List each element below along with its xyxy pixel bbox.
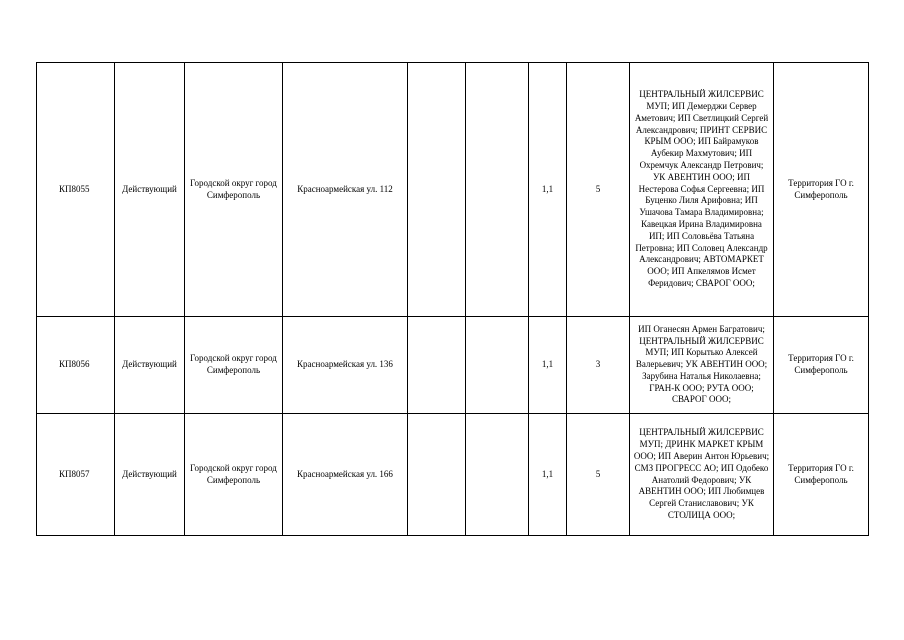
status-cell: Действующий	[115, 63, 185, 317]
table-row	[37, 63, 869, 317]
territory-cell: Территория ГО г. Симферополь	[774, 414, 869, 536]
address-cell: Красноармейская ул. 112	[283, 63, 408, 317]
empty-cell	[408, 414, 466, 536]
table-row	[37, 414, 869, 536]
territory-cell: Территория ГО г. Симферополь	[774, 317, 869, 414]
status-cell: Действующий	[115, 317, 185, 414]
empty-cell	[466, 317, 529, 414]
area-cell: 1,1	[529, 317, 567, 414]
empty-cell	[466, 414, 529, 536]
territory-cell: Территория ГО г. Симферополь	[774, 63, 869, 317]
container-count-cell: 5	[567, 414, 630, 536]
owners-text: ЦЕНТРАЛЬНЫЙ ЖИЛСЕРВИС МУП; ИП Демерджи Сервер Аметович; ИП Светлицкий Сергей Александрович; ПРИНТ СЕРВИС КРЫМ ООО; ИП Байрамуков Аубекир Махмутович; ИП Охремчук Александр Петрович; УК АВЕНТИН ООО; ИП Нестерова Софья Сергеевна; ИП Буценко Лиля Арифовна; ИП Ушачова Тамара Владимировна; Кавецкая Ирина Владимировна ИП; ИП Соловьёва Татьяна Петровна; ИП Соловец Александр Александрович; АВТОМАРКЕТ ООО; ИП Апкелямов Исмет Феридович; СВАРОГ ООО;	[634, 89, 769, 288]
area-cell: 1,1	[529, 63, 567, 317]
area-cell: 1,1	[529, 414, 567, 536]
status-cell: Действующий	[115, 414, 185, 536]
container-count-cell: 3	[567, 317, 630, 414]
table-row	[37, 317, 869, 414]
owners-cell	[630, 317, 774, 414]
owners-cell	[630, 414, 774, 536]
address-cell: Красноармейская ул. 166	[283, 414, 408, 536]
owners-cell	[630, 63, 774, 317]
site-id-cell: КП8055	[37, 63, 115, 317]
municipality-cell: Городской округ город Симферополь	[185, 63, 283, 317]
owners-text: ИП Оганесян Армен Багратович; ЦЕНТРАЛЬНЫЙ ЖИЛСЕРВИС МУП; ИП Корытько Алексей Валерьевич; УК АВЕНТИН ООО; Зарубина Наталья Николаевна; ГРАН-К ООО; РУТА ООО; СВАРОГ ООО;	[635, 323, 768, 405]
empty-cell	[466, 63, 529, 317]
empty-cell	[408, 317, 466, 414]
municipality-cell: Городской округ город Симферополь	[185, 414, 283, 536]
site-id-cell: КП8057	[37, 414, 115, 536]
container-count-cell: 5	[567, 63, 630, 317]
empty-cell	[408, 63, 466, 317]
address-cell: Красноармейская ул. 136	[283, 317, 408, 414]
owners-text: ЦЕНТРАЛЬНЫЙ ЖИЛСЕРВИС МУП; ДРИНК МАРКЕТ КРЫМ ООО; ИП Аверин Антон Юрьевич; СМЗ ПРОГРЕСС АО; ИП Одобеко Анатолий Федорович; УК АВЕНТИН ООО; ИП Любимцев Сергей Станиславович; УК СТОЛИЦА ООО;	[633, 427, 770, 520]
registry-table	[36, 62, 869, 536]
site-id-cell: КП8056	[37, 317, 115, 414]
municipality-cell: Городской округ город Симферополь	[185, 317, 283, 414]
